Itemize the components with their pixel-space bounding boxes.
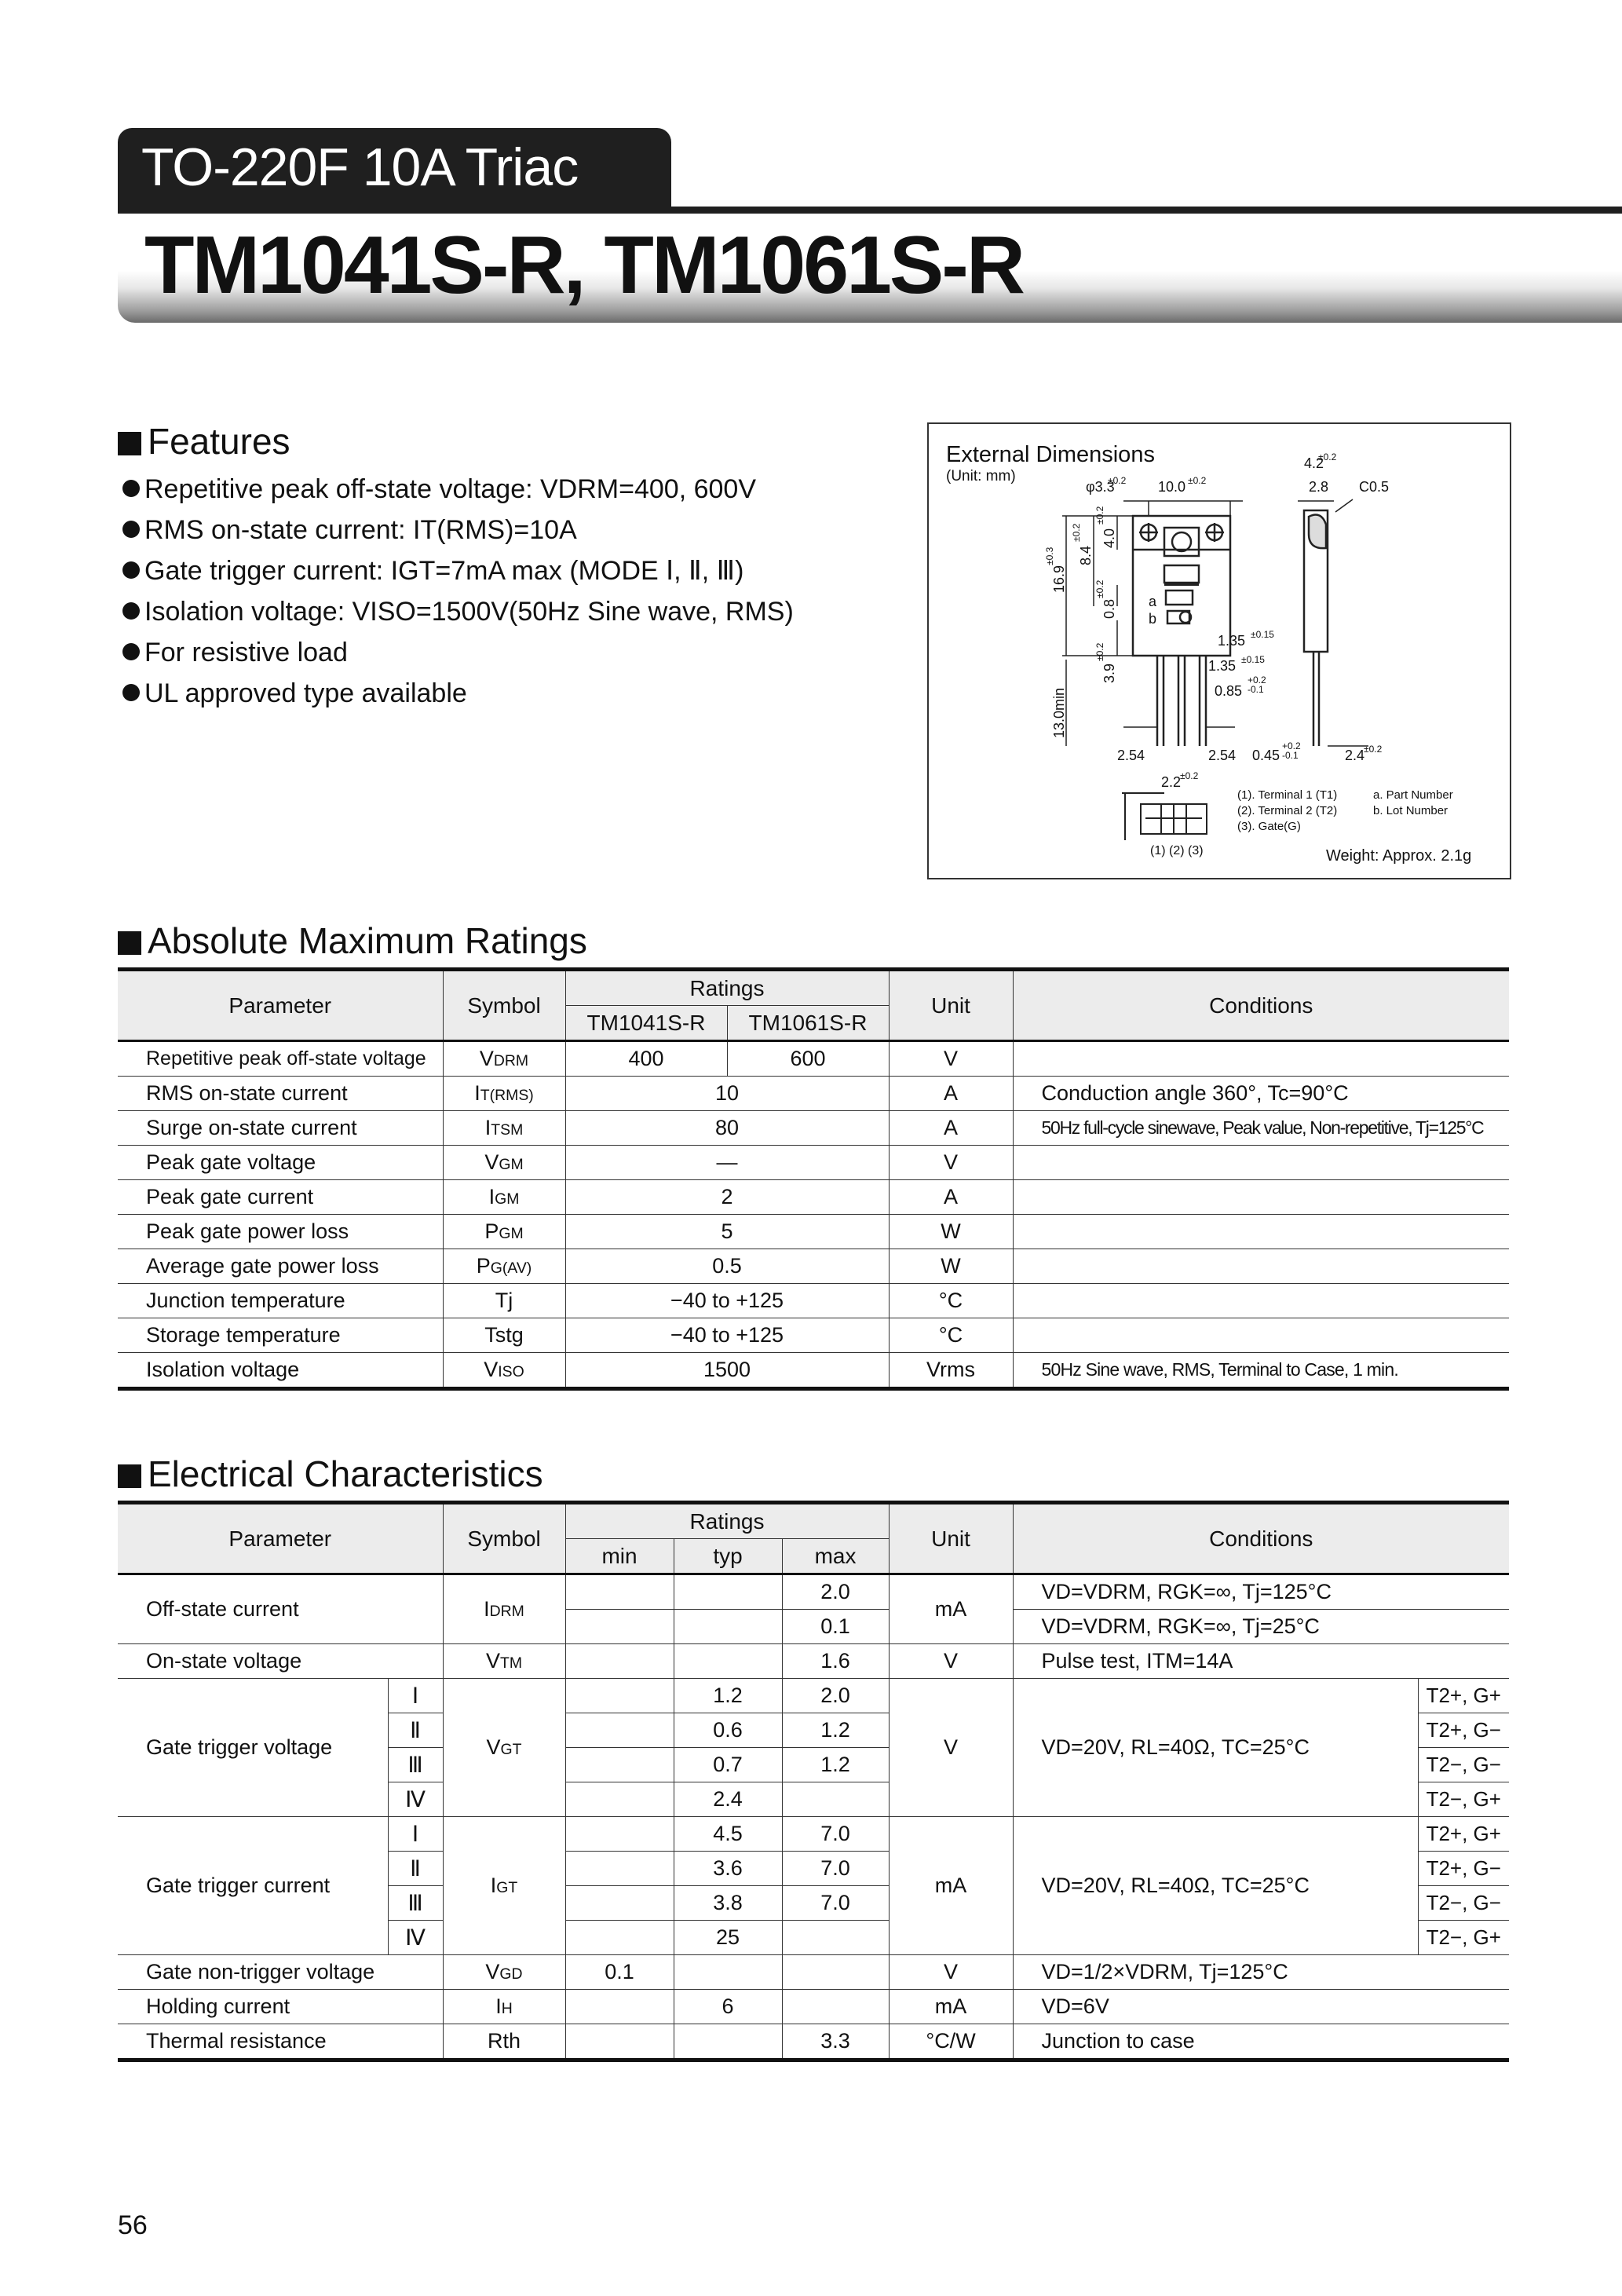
table-row: Surge on-state current ITSM 80 A 50Hz full-cycle sinewave, Peak value, Non-repetitive, Tj=125°C xyxy=(118,1111,1509,1146)
dim-lw3: 0.85 xyxy=(1215,683,1243,699)
dimensions-title: External Dimensions xyxy=(946,442,1155,467)
tol-lw3-plus: +0.2 xyxy=(1248,675,1266,686)
dim-thickness-2: 2.8 xyxy=(1309,479,1329,495)
table-row: 0.1 VD=VDRM, RGK=∞, Tj=25°C xyxy=(118,1610,1509,1644)
table-row: Repetitive peak off-state voltage VDRM 400 600 V xyxy=(118,1041,1509,1077)
amr-header-ratings: Ratings xyxy=(565,970,889,1006)
table-row: Ⅲ 0.7 1.2 T2−, G− xyxy=(118,1748,1509,1782)
table-row: Ⅱ 0.6 1.2 T2+, G− xyxy=(118,1713,1509,1748)
dim-lead-length: 13.0min xyxy=(1051,687,1067,738)
pin-order-label: (1) (2) (3) xyxy=(1150,844,1204,857)
electrical-characteristics-table xyxy=(118,1501,1509,2062)
tol-lw3-minus: -0.1 xyxy=(1248,684,1264,695)
feature-item: Gate trigger current: IGT=7mA max (MODE Ⅰ, Ⅱ, Ⅲ) xyxy=(122,550,794,591)
package-drawing xyxy=(929,424,1510,878)
section-square-icon xyxy=(118,931,141,955)
amr-header-model-2: TM1061S-R xyxy=(727,1006,889,1041)
mark-b-label: b xyxy=(1149,611,1157,627)
feature-item: Repetitive peak off-state voltage: VDRM=400, 600V xyxy=(122,469,794,510)
dim-h2: 4.0 xyxy=(1101,528,1117,548)
ec-header-unit: Unit xyxy=(889,1503,1013,1574)
section-square-icon xyxy=(118,432,141,455)
dim-h3: 0.8 xyxy=(1101,598,1117,619)
table-row: Ⅳ 2.4 T2−, G+ xyxy=(118,1782,1509,1817)
tol-lw1: ±0.15 xyxy=(1251,629,1274,640)
ec-header-ratings: Ratings xyxy=(565,1503,889,1539)
mark-a-label: a xyxy=(1149,594,1157,609)
package-bottom-view xyxy=(1122,793,1207,840)
package-side-view xyxy=(1298,499,1368,746)
ec-header-conditions: Conditions xyxy=(1013,1503,1509,1574)
ec-header-symbol: Symbol xyxy=(443,1503,565,1574)
package-front-view xyxy=(1133,516,1230,746)
amr-header-conditions: Conditions xyxy=(1013,970,1509,1041)
dim-pitch-1: 2.54 xyxy=(1117,748,1145,763)
feature-item: UL approved type available xyxy=(122,673,794,714)
amr-header-model-1: TM1041S-R xyxy=(565,1006,727,1041)
features-heading: Features xyxy=(118,419,290,463)
bullet-icon xyxy=(122,480,140,497)
table-row: Off-state current IDRM 2.0 mA VD=VDRM, RGK=∞, Tj=125°C xyxy=(118,1574,1509,1610)
bullet-icon xyxy=(122,643,140,660)
feature-item: Isolation voltage: VISO=1500V(50Hz Sine wave, RMS) xyxy=(122,591,794,632)
legend-terminal-1: (1). Terminal 1 (T1) xyxy=(1237,788,1338,802)
table-row: Average gate power loss PG(AV) 0.5 W xyxy=(118,1249,1509,1284)
section-square-icon xyxy=(118,1464,141,1488)
tol-lt-minus: -0.1 xyxy=(1282,750,1299,761)
dim-total-height: 16.9 xyxy=(1051,565,1067,593)
dim-thickness: 4.2 xyxy=(1304,455,1324,471)
bullet-icon xyxy=(122,602,140,620)
tol-lt-plus: +0.2 xyxy=(1282,740,1301,751)
ec-header-min: min xyxy=(565,1539,674,1574)
ec-header-max: max xyxy=(782,1539,889,1574)
amr-header-parameter: Parameter xyxy=(118,970,443,1041)
table-row: Thermal resistance Rth 3.3 °C/W Junction to case xyxy=(118,2024,1509,2060)
table-row: Peak gate voltage VGM — V xyxy=(118,1146,1509,1180)
table-row: Storage temperature Tstg −40 to +125 °C xyxy=(118,1318,1509,1353)
external-dimensions-box xyxy=(927,422,1511,879)
ec-heading: Electrical Characteristics xyxy=(118,1452,543,1496)
amr-header-symbol: Symbol xyxy=(443,970,565,1041)
tol-h1: ±0.2 xyxy=(1071,523,1082,542)
dim-lw2: 1.35 xyxy=(1208,658,1237,674)
category-tab xyxy=(118,128,671,207)
table-row: Ⅱ 3.6 7.0 T2+, G− xyxy=(118,1852,1509,1886)
table-row: Gate trigger voltage Ⅰ VGT 1.2 2.0 V VD=20V, RL=40Ω, TC=25°C T2+, G+ xyxy=(118,1679,1509,1713)
dim-h4: 3.9 xyxy=(1101,663,1117,683)
feature-item: RMS on-state current: IT(RMS)=10A xyxy=(122,510,794,550)
amr-heading: Absolute Maximum Ratings xyxy=(118,919,587,963)
dim-bottom: 2.2 xyxy=(1161,774,1182,790)
tol-bottom: ±0.2 xyxy=(1180,770,1199,781)
bullet-icon xyxy=(122,521,140,538)
table-row: Peak gate current IGM 2 A xyxy=(118,1180,1509,1215)
tol-total-height: ±0.3 xyxy=(1044,547,1055,565)
dimensions-unit: (Unit: mm) xyxy=(946,468,1016,484)
dim-lead-thickness: 0.45 xyxy=(1252,748,1280,763)
bullet-icon xyxy=(122,561,140,579)
table-row: Gate non-trigger voltage VGD 0.1 V VD=1/2×VDRM, Tj=125°C xyxy=(118,1955,1509,1990)
dim-h1: 8.4 xyxy=(1078,545,1094,565)
table-row: RMS on-state current IT(RMS) 10 A Conduction angle 360°, Tc=90°C xyxy=(118,1077,1509,1111)
dim-hole: φ3.3 xyxy=(1086,479,1115,495)
table-row: Ⅲ 3.8 7.0 T2−, G− xyxy=(118,1886,1509,1921)
table-row: On-state voltage VTM 1.6 V Pulse test, ITM=14A xyxy=(118,1644,1509,1679)
table-row: Junction temperature Tj −40 to +125 °C xyxy=(118,1284,1509,1318)
page-title: TM1041S-R, TM1061S-R xyxy=(144,220,1024,311)
page-number: 56 xyxy=(118,2210,148,2240)
legend-terminal-2: (2). Terminal 2 (T2) xyxy=(1237,804,1338,817)
dim-lead-bend: 2.4 xyxy=(1345,748,1365,763)
tol-thickness: ±0.2 xyxy=(1318,452,1337,462)
category-label: TO-220F 10A Triac xyxy=(141,137,579,197)
tol-h4: ±0.2 xyxy=(1094,642,1105,661)
legend-lot-number: b. Lot Number xyxy=(1373,804,1448,817)
package-weight: Weight: Approx. 2.1g xyxy=(1326,847,1472,865)
tol-lead-bend: ±0.2 xyxy=(1364,744,1383,755)
absolute-maximum-ratings-table xyxy=(118,967,1509,1391)
title-bar xyxy=(118,207,1622,323)
bullet-icon xyxy=(122,684,140,701)
tol-width: ±0.2 xyxy=(1188,475,1207,486)
legend-gate: (3). Gate(G) xyxy=(1237,820,1301,833)
dim-lw1: 1.35 xyxy=(1218,633,1246,649)
dim-pitch-2: 2.54 xyxy=(1208,748,1237,763)
table-row: Ⅳ 25 T2−, G+ xyxy=(118,1921,1509,1955)
tol-h3: ±0.2 xyxy=(1094,579,1105,598)
table-row: Holding current IH 6 mA VD=6V xyxy=(118,1990,1509,2024)
dim-chamfer: C0.5 xyxy=(1359,479,1390,495)
legend-part-number: a. Part Number xyxy=(1373,788,1453,802)
tol-lw2: ±0.15 xyxy=(1241,654,1265,665)
table-row: Gate trigger current Ⅰ IGT 4.5 7.0 mA VD=20V, RL=40Ω, TC=25°C T2+, G+ xyxy=(118,1817,1509,1852)
table-row: Isolation voltage VISO 1500 Vrms 50Hz Sine wave, RMS, Terminal to Case, 1 min. xyxy=(118,1353,1509,1389)
table-row: Peak gate power loss PGM 5 W xyxy=(118,1215,1509,1249)
tol-h2: ±0.2 xyxy=(1094,506,1105,525)
features-list xyxy=(122,469,794,714)
feature-item: For resistive load xyxy=(122,632,794,673)
ec-header-parameter: Parameter xyxy=(118,1503,443,1574)
amr-header-unit: Unit xyxy=(889,970,1013,1041)
dim-width: 10.0 xyxy=(1158,479,1186,495)
tol-hole: ±0.2 xyxy=(1108,475,1127,486)
ec-header-typ: typ xyxy=(674,1539,782,1574)
